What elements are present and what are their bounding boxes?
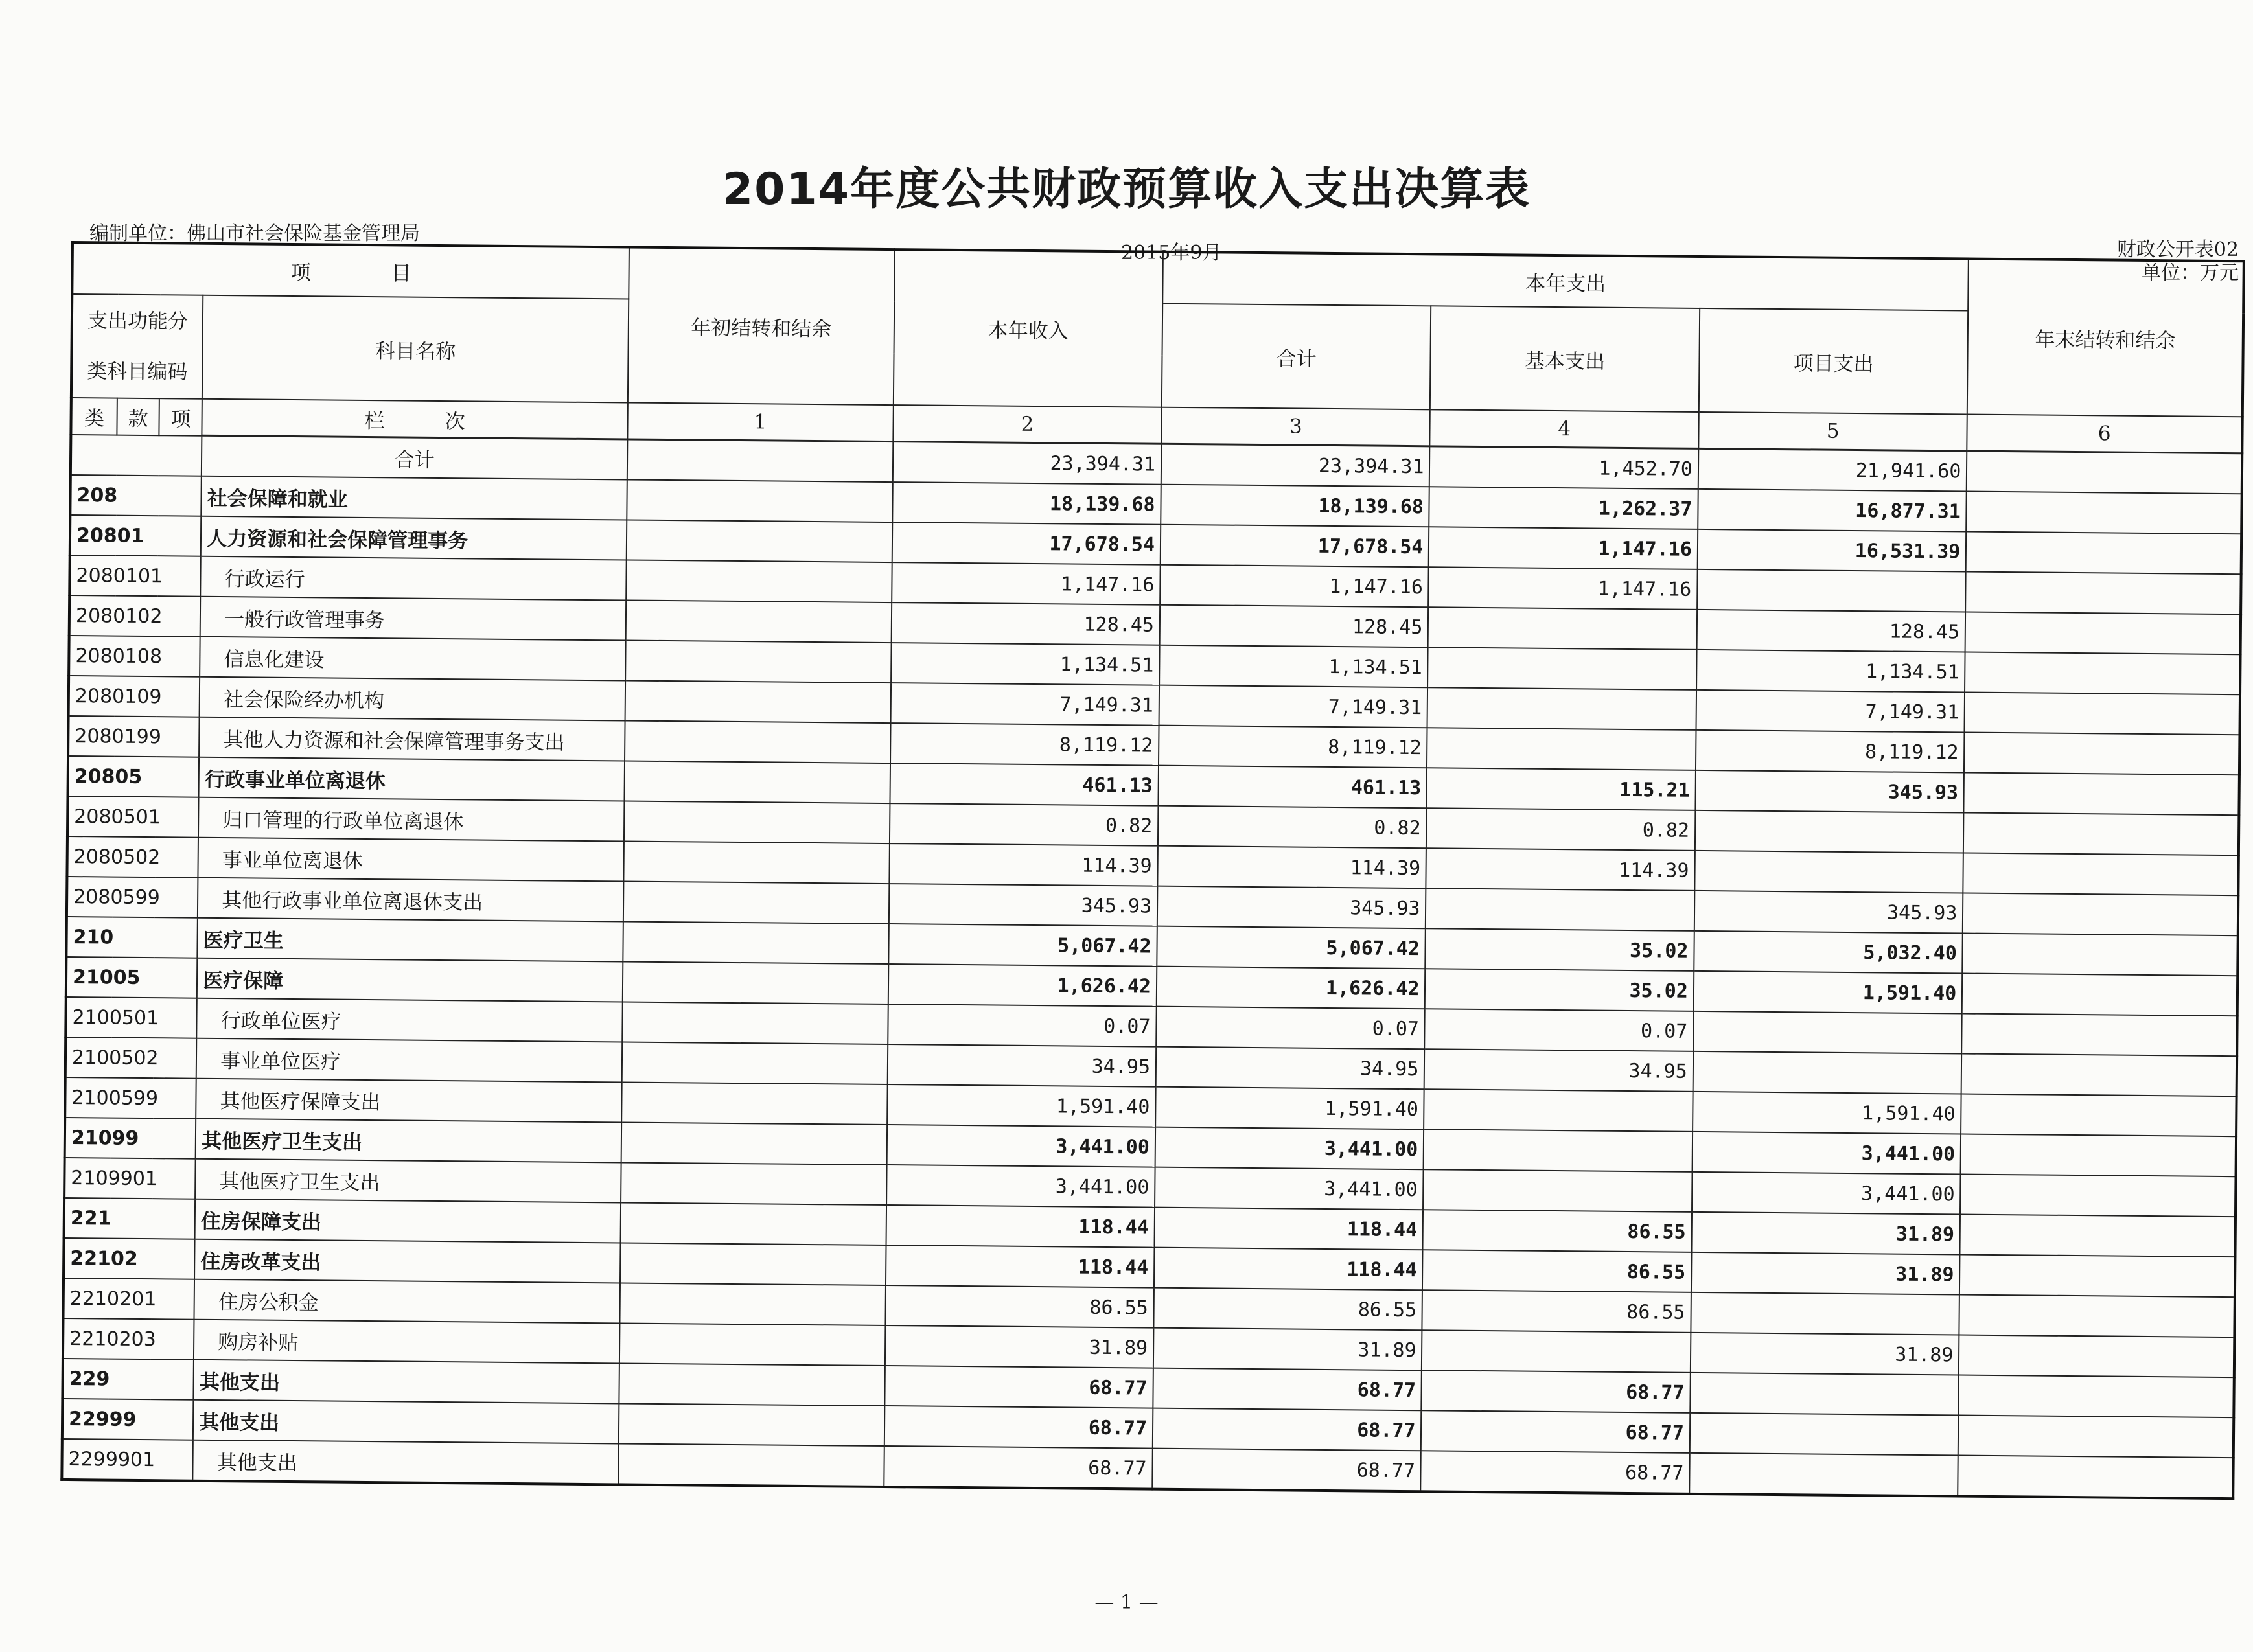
income-cell: 0.07 bbox=[888, 1004, 1157, 1047]
page-title: 2014年度公共财政预算收入支出决算表 bbox=[722, 164, 1531, 215]
subject-code-cell: 20801 bbox=[70, 515, 202, 556]
project-expense-cell: 128.45 bbox=[1696, 610, 1965, 652]
project-expense-cell: 16,877.31 bbox=[1698, 489, 1967, 532]
col-number-4: 4 bbox=[1430, 409, 1699, 448]
subject-code-cell: 22999 bbox=[62, 1399, 194, 1440]
basic-expense-cell: 1,262.37 bbox=[1429, 487, 1698, 529]
begin-balance-cell bbox=[627, 520, 892, 562]
expense-total-cell: 1,626.42 bbox=[1157, 967, 1426, 1009]
begin-balance-cell bbox=[621, 1122, 887, 1165]
subject-name-cell: 社会保险经办机构 bbox=[200, 677, 626, 721]
begin-balance-cell bbox=[625, 680, 891, 723]
project-expense-cell bbox=[1690, 1413, 1959, 1456]
end-balance-cell bbox=[1965, 693, 2240, 735]
basic-expense-cell: 114.39 bbox=[1426, 848, 1695, 891]
subject-name-cell: 一般行政管理事务 bbox=[200, 597, 627, 641]
expense-total-cell: 34.95 bbox=[1156, 1047, 1425, 1090]
basic-expense-cell bbox=[1424, 1129, 1693, 1172]
project-expense-cell bbox=[1693, 1011, 1962, 1054]
subject-name-cell: 住房保障支出 bbox=[195, 1199, 621, 1243]
income-cell: 114.39 bbox=[889, 843, 1158, 886]
expense-total-cell: 0.07 bbox=[1156, 1007, 1425, 1050]
basic-expense-cell: 0.07 bbox=[1425, 1009, 1694, 1051]
begin-balance-cell bbox=[621, 1082, 887, 1125]
basic-expense-cell: 86.55 bbox=[1423, 1210, 1692, 1252]
project-expense-cell: 31.89 bbox=[1691, 1333, 1959, 1375]
header-project-expense: 项目支出 bbox=[1699, 308, 1969, 415]
expense-total-cell: 461.13 bbox=[1158, 766, 1427, 809]
basic-expense-cell bbox=[1422, 1330, 1691, 1373]
expense-total-cell: 128.45 bbox=[1160, 605, 1429, 648]
income-cell: 1,147.16 bbox=[892, 562, 1161, 605]
subject-code-cell: 2080108 bbox=[69, 636, 200, 677]
project-expense-cell: 31.89 bbox=[1691, 1252, 1960, 1295]
subject-code-cell: 20805 bbox=[68, 756, 200, 797]
expense-total-cell: 86.55 bbox=[1153, 1288, 1422, 1331]
income-cell: 461.13 bbox=[890, 763, 1159, 806]
end-balance-cell bbox=[1967, 452, 2242, 494]
subject-code-cell bbox=[71, 435, 202, 476]
begin-balance-cell bbox=[627, 480, 892, 523]
expense-total-cell: 1,134.51 bbox=[1159, 645, 1428, 688]
basic-expense-cell bbox=[1427, 687, 1696, 730]
expense-total-cell: 68.77 bbox=[1153, 1408, 1422, 1451]
subject-name-cell: 医疗保障 bbox=[197, 958, 623, 1002]
project-expense-cell: 3,441.00 bbox=[1692, 1172, 1961, 1215]
income-cell: 31.89 bbox=[884, 1325, 1153, 1368]
subject-code-cell: 210 bbox=[66, 917, 198, 958]
col-number-5: 5 bbox=[1698, 412, 1967, 451]
subject-name-cell: 住房公积金 bbox=[194, 1279, 621, 1324]
end-balance-cell bbox=[1967, 492, 2242, 534]
begin-balance-cell bbox=[620, 1243, 886, 1285]
basic-expense-cell: 34.95 bbox=[1424, 1049, 1693, 1092]
header-func-code: 支出功能分类科目编码 bbox=[71, 294, 203, 399]
subject-code-cell: 2109901 bbox=[64, 1158, 196, 1199]
header-xiang: 项 bbox=[159, 398, 202, 436]
subject-code-cell: 21005 bbox=[66, 957, 198, 998]
expense-total-cell: 17,678.54 bbox=[1161, 525, 1429, 568]
project-expense-cell bbox=[1690, 1373, 1959, 1416]
income-cell: 345.93 bbox=[888, 884, 1157, 926]
expense-total-cell: 8,119.12 bbox=[1159, 726, 1427, 768]
basic-expense-cell bbox=[1423, 1169, 1692, 1212]
header-item: 项 目 bbox=[72, 242, 629, 299]
project-expense-cell bbox=[1694, 851, 1963, 893]
expense-total-cell: 1,147.16 bbox=[1160, 565, 1429, 608]
begin-balance-cell bbox=[627, 440, 893, 483]
income-cell: 3,441.00 bbox=[886, 1165, 1155, 1208]
basic-expense-cell: 1,147.16 bbox=[1429, 527, 1698, 569]
subject-name-cell: 其他支出 bbox=[193, 1400, 619, 1444]
end-balance-cell bbox=[1959, 1294, 2235, 1337]
expense-total-cell: 23,394.31 bbox=[1161, 444, 1430, 487]
begin-balance-cell bbox=[623, 961, 888, 1004]
subject-name-cell: 其他支出 bbox=[192, 1440, 619, 1485]
subject-name-cell: 事业单位离退休 bbox=[198, 838, 625, 882]
income-cell: 17,678.54 bbox=[892, 522, 1161, 565]
compiling-unit: 编制单位：佛山市社会保险基金管理局 bbox=[89, 222, 420, 245]
subject-code-cell: 2299901 bbox=[62, 1439, 193, 1481]
end-balance-cell bbox=[1963, 853, 2239, 896]
income-cell: 68.77 bbox=[884, 1446, 1153, 1489]
end-balance-cell bbox=[1962, 1014, 2237, 1057]
begin-balance-cell bbox=[624, 841, 890, 884]
end-balance-cell bbox=[1965, 612, 2241, 655]
table-header bbox=[71, 242, 2243, 453]
basic-expense-cell: 35.02 bbox=[1425, 969, 1694, 1011]
basic-expense-cell bbox=[1426, 888, 1694, 931]
expense-total-cell: 3,441.00 bbox=[1155, 1127, 1424, 1170]
subject-code-cell: 221 bbox=[64, 1198, 196, 1239]
begin-balance-cell bbox=[625, 640, 891, 683]
end-balance-cell bbox=[1964, 733, 2239, 775]
end-balance-cell bbox=[1963, 813, 2239, 856]
expense-total-cell: 345.93 bbox=[1157, 886, 1426, 929]
expense-total-cell: 114.39 bbox=[1157, 846, 1426, 889]
project-expense-cell bbox=[1691, 1292, 1959, 1335]
begin-balance-cell bbox=[621, 1162, 886, 1205]
basic-expense-cell: 86.55 bbox=[1422, 1290, 1691, 1333]
subject-code-cell: 2080501 bbox=[67, 796, 199, 838]
subject-name-cell: 购房补贴 bbox=[194, 1320, 620, 1364]
income-cell: 23,394.31 bbox=[892, 442, 1161, 485]
income-cell: 128.45 bbox=[891, 602, 1160, 645]
subject-name-cell: 事业单位医疗 bbox=[196, 1038, 623, 1083]
subject-name-cell: 归口管理的行政单位离退休 bbox=[198, 797, 625, 842]
begin-balance-cell bbox=[621, 1202, 886, 1245]
expense-total-cell: 3,441.00 bbox=[1155, 1167, 1424, 1210]
subject-code-cell: 2100599 bbox=[65, 1077, 196, 1119]
basic-expense-cell: 0.82 bbox=[1426, 808, 1695, 851]
project-expense-cell bbox=[1689, 1453, 1958, 1497]
begin-balance-cell bbox=[620, 1283, 886, 1325]
subject-name-cell: 其他人力资源和社会保障管理事务支出 bbox=[199, 717, 625, 761]
subject-name-cell: 其他行政事业单位离退休支出 bbox=[198, 878, 624, 922]
header-kuan: 款 bbox=[117, 398, 159, 436]
income-cell: 1,591.40 bbox=[887, 1084, 1156, 1127]
end-balance-cell bbox=[1964, 773, 2239, 816]
expense-total-cell: 118.44 bbox=[1155, 1208, 1424, 1250]
end-balance-cell bbox=[1958, 1415, 2234, 1458]
subject-code-cell: 21099 bbox=[65, 1118, 196, 1159]
subject-name-cell: 人力资源和社会保障管理事务 bbox=[201, 516, 627, 560]
income-cell: 34.95 bbox=[887, 1044, 1156, 1087]
subject-name-cell: 行政事业单位离退休 bbox=[199, 757, 625, 801]
basic-expense-cell: 115.21 bbox=[1427, 768, 1696, 810]
begin-balance-cell bbox=[623, 881, 889, 924]
table-frame bbox=[60, 241, 2245, 1513]
income-cell: 5,067.42 bbox=[888, 924, 1157, 967]
subject-name-cell: 社会保障和就业 bbox=[201, 476, 627, 520]
basic-expense-cell: 86.55 bbox=[1422, 1250, 1691, 1292]
end-balance-cell bbox=[1959, 1254, 2235, 1297]
project-expense-cell: 31.89 bbox=[1691, 1212, 1960, 1255]
subject-code-cell: 2210203 bbox=[63, 1318, 194, 1360]
end-balance-cell bbox=[1963, 934, 2238, 976]
col-number-1: 1 bbox=[628, 403, 894, 442]
income-cell: 68.77 bbox=[884, 1366, 1153, 1408]
income-cell: 118.44 bbox=[886, 1245, 1155, 1288]
basic-expense-cell bbox=[1428, 647, 1697, 690]
end-balance-cell bbox=[1966, 532, 2241, 575]
project-expense-cell: 345.93 bbox=[1695, 770, 1964, 813]
basic-expense-cell: 1,452.70 bbox=[1429, 446, 1698, 489]
subject-name-cell: 其他支出 bbox=[194, 1360, 620, 1404]
basic-expense-cell: 68.77 bbox=[1421, 1451, 1690, 1494]
begin-balance-cell bbox=[619, 1403, 884, 1446]
subject-name-cell: 信息化建设 bbox=[200, 637, 626, 681]
table-body bbox=[62, 435, 2242, 1498]
end-balance-cell bbox=[1961, 1134, 2236, 1177]
expense-total-cell: 31.89 bbox=[1153, 1328, 1422, 1371]
income-cell: 86.55 bbox=[885, 1285, 1154, 1328]
header-end-balance: 年末结转和结余 bbox=[1967, 259, 2244, 417]
begin-balance-cell bbox=[622, 1042, 888, 1084]
subject-name-cell: 行政单位医疗 bbox=[196, 998, 623, 1042]
basic-expense-cell: 35.02 bbox=[1426, 928, 1694, 971]
header-lan-ci: 栏 次 bbox=[202, 399, 629, 439]
subject-name-cell: 行政运行 bbox=[200, 556, 627, 601]
header-begin-balance: 年初结转和结余 bbox=[628, 247, 894, 406]
basic-expense-cell bbox=[1427, 728, 1696, 770]
basic-expense-cell: 1,147.16 bbox=[1429, 567, 1698, 610]
expense-total-cell: 68.77 bbox=[1152, 1449, 1421, 1492]
end-balance-cell bbox=[1961, 1094, 2236, 1137]
expense-total-cell: 0.82 bbox=[1158, 806, 1427, 849]
subject-name-cell: 其他医疗卫生支出 bbox=[196, 1119, 622, 1163]
begin-balance-cell bbox=[625, 761, 890, 803]
subject-name-cell: 住房改革支出 bbox=[194, 1239, 621, 1283]
income-cell: 18,139.68 bbox=[892, 482, 1161, 525]
subject-code-cell: 229 bbox=[62, 1359, 194, 1400]
header-income: 本年收入 bbox=[893, 249, 1163, 407]
subject-code-cell: 2080101 bbox=[69, 555, 201, 597]
expense-total-cell: 5,067.42 bbox=[1157, 926, 1426, 969]
expense-total-cell: 68.77 bbox=[1153, 1368, 1422, 1411]
expense-total-cell: 18,139.68 bbox=[1161, 485, 1429, 527]
end-balance-cell bbox=[1962, 974, 2237, 1016]
unit-label: 单位：万元 bbox=[2142, 262, 2239, 284]
end-balance-cell bbox=[1960, 1214, 2236, 1257]
subject-code-cell: 2080199 bbox=[68, 716, 200, 757]
income-cell: 7,149.31 bbox=[890, 683, 1159, 726]
project-expense-cell bbox=[1693, 1051, 1962, 1094]
subject-name-cell: 其他医疗保障支出 bbox=[196, 1079, 622, 1123]
subject-code-cell: 2080102 bbox=[69, 595, 201, 637]
budget-table bbox=[60, 241, 2245, 1500]
income-cell: 68.77 bbox=[884, 1406, 1153, 1449]
income-cell: 3,441.00 bbox=[886, 1125, 1155, 1167]
report-date: 2015年9月 bbox=[1121, 242, 1222, 264]
expense-total-cell: 7,149.31 bbox=[1159, 685, 1428, 728]
project-expense-cell: 1,134.51 bbox=[1696, 650, 1965, 693]
header-expense: 本年支出 bbox=[1162, 252, 1969, 311]
begin-balance-cell bbox=[625, 720, 890, 763]
income-cell: 1,626.42 bbox=[888, 964, 1157, 1007]
expense-total-cell: 1,591.40 bbox=[1155, 1087, 1424, 1130]
project-expense-cell: 8,119.12 bbox=[1696, 730, 1965, 773]
project-expense-cell: 16,531.39 bbox=[1698, 529, 1967, 572]
col-number-2: 2 bbox=[893, 405, 1162, 444]
begin-balance-cell bbox=[618, 1443, 884, 1487]
end-balance-cell bbox=[1961, 1054, 2237, 1097]
begin-balance-cell bbox=[626, 560, 892, 602]
project-expense-cell: 5,032.40 bbox=[1694, 931, 1963, 974]
subject-code-cell: 2080109 bbox=[69, 676, 200, 717]
end-balance-cell bbox=[1965, 652, 2240, 695]
subject-name-cell: 医疗卫生 bbox=[198, 918, 624, 962]
begin-balance-cell bbox=[622, 1002, 888, 1044]
income-cell: 1,134.51 bbox=[891, 643, 1160, 685]
header-basic-expense: 基本支出 bbox=[1430, 306, 1700, 412]
col-number-6: 6 bbox=[1967, 415, 2243, 453]
subject-code-cell: 2080502 bbox=[67, 836, 198, 878]
income-cell: 0.82 bbox=[890, 803, 1159, 846]
begin-balance-cell bbox=[626, 600, 892, 643]
form-number: 财政公开表02 bbox=[2116, 238, 2239, 261]
header-expense-total: 合计 bbox=[1162, 304, 1431, 410]
end-balance-cell bbox=[1959, 1375, 2234, 1417]
project-expense-cell: 3,441.00 bbox=[1692, 1132, 1961, 1175]
project-expense-cell bbox=[1695, 810, 1964, 853]
begin-balance-cell bbox=[623, 921, 889, 964]
begin-balance-cell bbox=[619, 1323, 885, 1366]
begin-balance-cell bbox=[624, 801, 890, 843]
subject-code-cell: 2100502 bbox=[65, 1037, 197, 1079]
subject-code-cell: 208 bbox=[70, 475, 202, 516]
basic-expense-cell: 68.77 bbox=[1421, 1410, 1690, 1453]
subject-code-cell: 22102 bbox=[64, 1238, 195, 1279]
end-balance-cell bbox=[1958, 1455, 2234, 1498]
income-cell: 8,119.12 bbox=[890, 723, 1159, 766]
page-number: — 1 — bbox=[1094, 1591, 1159, 1614]
col-number-3: 3 bbox=[1161, 407, 1430, 446]
subject-name-cell: 合计 bbox=[202, 436, 628, 480]
project-expense-cell: 1,591.40 bbox=[1693, 1092, 1961, 1134]
project-expense-cell: 345.93 bbox=[1694, 891, 1963, 934]
header-subject-name: 科目名称 bbox=[202, 295, 629, 403]
project-expense-cell: 21,941.60 bbox=[1698, 449, 1967, 492]
project-expense-cell: 1,591.40 bbox=[1694, 971, 1963, 1014]
basic-expense-cell bbox=[1428, 607, 1697, 650]
end-balance-cell bbox=[1959, 1335, 2234, 1377]
subject-code-cell: 2100501 bbox=[65, 997, 197, 1038]
begin-balance-cell bbox=[619, 1363, 885, 1406]
subject-code-cell: 2080599 bbox=[67, 877, 198, 918]
basic-expense-cell: 68.77 bbox=[1422, 1370, 1691, 1413]
project-expense-cell: 7,149.31 bbox=[1696, 690, 1965, 733]
end-balance-cell bbox=[1963, 893, 2238, 936]
subject-name-cell: 其他医疗卫生支出 bbox=[195, 1159, 621, 1203]
header-lei: 类 bbox=[71, 398, 117, 435]
expense-total-cell: 118.44 bbox=[1154, 1248, 1423, 1291]
basic-expense-cell bbox=[1424, 1089, 1693, 1132]
end-balance-cell bbox=[1965, 572, 2241, 615]
income-cell: 118.44 bbox=[886, 1205, 1155, 1248]
project-expense-cell bbox=[1697, 569, 1966, 612]
end-balance-cell bbox=[1960, 1175, 2236, 1217]
subject-code-cell: 2210201 bbox=[63, 1278, 194, 1320]
